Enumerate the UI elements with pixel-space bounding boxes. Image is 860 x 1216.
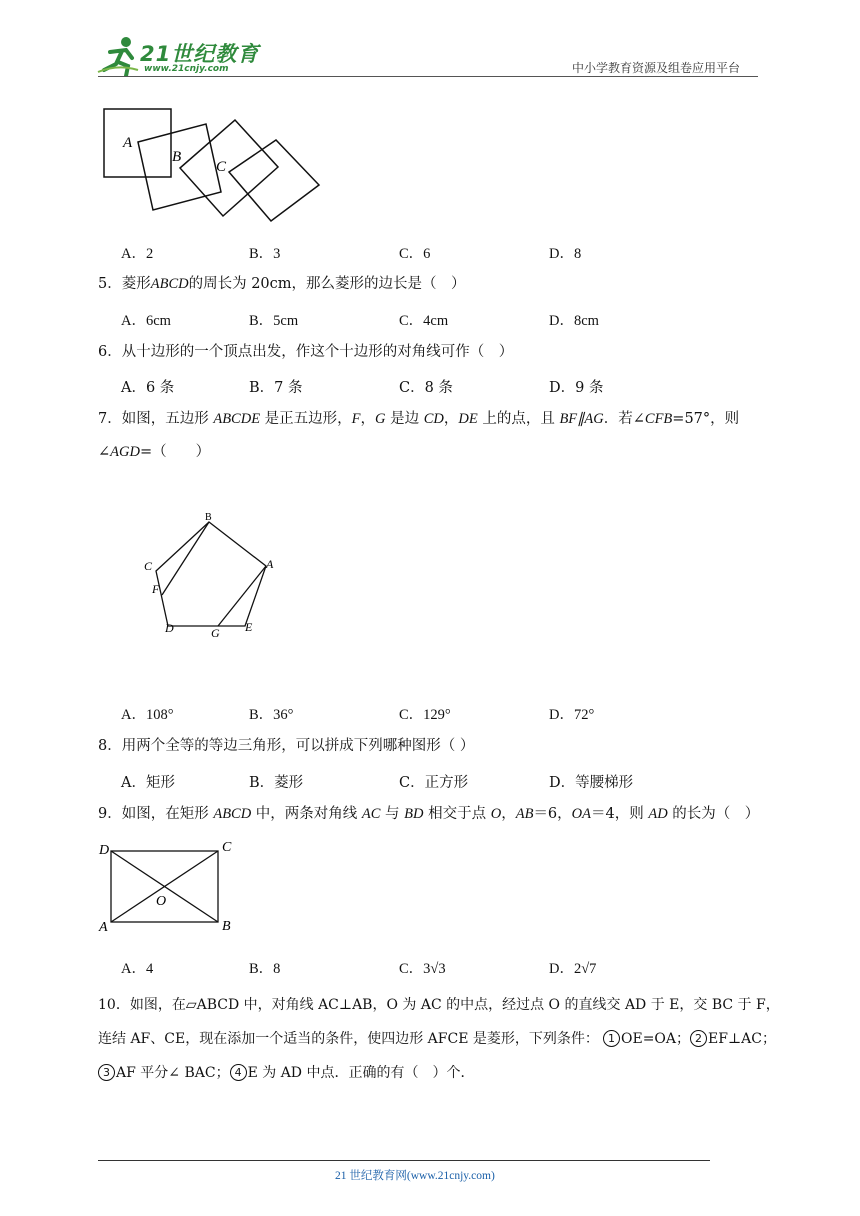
rect-label-c: C (222, 840, 232, 855)
logo-url: www.21cnjy.com (144, 64, 229, 74)
question-9: 9．如图，在矩形 ABCD 中，两条对角线 AC 与 BD 相交于点 O，AB＝6，OA＝4，则 AD 的长为（ ） (98, 806, 760, 822)
rect-label-b: B (222, 919, 231, 934)
q8-option-d[interactable]: D．等腰梯形 (549, 775, 634, 791)
rect-label-d: D (99, 843, 110, 858)
pentagon-label-c: C (144, 559, 153, 573)
q7-option-b[interactable]: B．36° (249, 707, 294, 723)
square-label-b: B (172, 149, 182, 165)
header-logo (96, 34, 266, 78)
pentagon-label-d: D (165, 621, 174, 635)
q7-option-a[interactable]: A．108° (121, 707, 174, 723)
pentagon-label-f: F (152, 582, 160, 596)
footer-divider (98, 1160, 710, 1161)
question-10-line3: 3 AF 平分∠ BAC； 4 E 为 AD 中点．正确的有（ ）个． (98, 1063, 474, 1083)
runner-logo-icon (96, 34, 140, 76)
pentagon-label-a: A (266, 557, 274, 571)
pentagon-label-g: G (211, 626, 220, 640)
logo-text: 21世纪教育 (140, 42, 260, 66)
q5-option-d[interactable]: D．8cm (549, 313, 599, 329)
squares-figure (100, 104, 340, 234)
q7-option-d[interactable]: D．72° (549, 707, 595, 723)
q5-option-a[interactable]: A．6cm (121, 313, 171, 329)
question-7-line1: 7．如图，五边形 ABCDE 是正五边形，F，G 是边 CD，DE 上的点，且 BF∥AG．若∠CFB=57°，则 (98, 411, 740, 427)
q5-option-c[interactable]: C．4cm (399, 313, 449, 329)
question-6: 6．从十边形的一个顶点出发，作这个十边形的对角线可作（ ） (98, 344, 514, 360)
circled-4: 4 (230, 1064, 247, 1081)
q6-option-a[interactable]: A．6 条 (121, 380, 175, 396)
pentagon-label-e: E (245, 620, 253, 634)
q7-option-c[interactable]: C．129° (399, 707, 451, 723)
q9-option-c[interactable]: C．3√3 (399, 961, 446, 977)
question-10-line1: 10．如图，在▱ABCD 中，对角线 AC⊥AB，O 为 AC 的中点，经过点 O 的直线交 AD 于 E，交 BC 于 F， (98, 997, 780, 1013)
question-10-conditions-a: 1 OE=OA； 2 EF⊥AC； (603, 1029, 776, 1049)
q8-option-a[interactable]: A．矩形 (121, 775, 175, 791)
footer-text[interactable]: 21 世纪教育网(www.21cnjy.com) (335, 1170, 495, 1182)
rect-label-a: A (99, 920, 108, 935)
question-8: 8．用两个全等的等边三角形，可以拼成下列哪种图形（ ） (98, 738, 475, 754)
question-5: 5．菱形ABCD的周长为 20cm，那么菱形的边长是（ ） (98, 276, 466, 292)
square-label-a: A (123, 135, 133, 151)
q9-option-d[interactable]: D．2√7 (549, 961, 597, 977)
q6-option-d[interactable]: D．9 条 (549, 380, 604, 396)
q4-option-c[interactable]: C．6 (399, 246, 431, 262)
circled-1: 1 (603, 1030, 620, 1047)
header-platform-text: 中小学教育资源及组卷应用平台 (572, 61, 741, 75)
header-divider (98, 76, 758, 77)
question-7-line2: ∠AGD=（ ） (98, 444, 211, 460)
q8-option-c[interactable]: C．正方形 (399, 775, 469, 791)
rectangle-figure (96, 838, 246, 938)
q4-option-d[interactable]: D．8 (549, 246, 582, 262)
circled-2: 2 (690, 1030, 707, 1047)
circled-3: 3 (98, 1064, 115, 1081)
q9-option-a[interactable]: A．4 (121, 961, 154, 977)
pentagon-figure (140, 510, 290, 650)
question-10-line2: 连结 AF、CE，现在添加一个适当的条件，使四边形 AFCE 是菱形，下列条件： (98, 1031, 599, 1047)
square-label-c: C (216, 159, 227, 175)
pentagon-label-b: B (205, 512, 212, 523)
q6-option-b[interactable]: B．7 条 (249, 380, 303, 396)
q8-option-b[interactable]: B．菱形 (249, 775, 304, 791)
q4-option-a[interactable]: A．2 (121, 246, 154, 262)
q4-option-b[interactable]: B．3 (249, 246, 281, 262)
q5-option-b[interactable]: B．5cm (249, 313, 299, 329)
q9-option-b[interactable]: B．8 (249, 961, 281, 977)
rect-label-o: O (156, 894, 167, 909)
q6-option-c[interactable]: C．8 条 (399, 380, 453, 396)
